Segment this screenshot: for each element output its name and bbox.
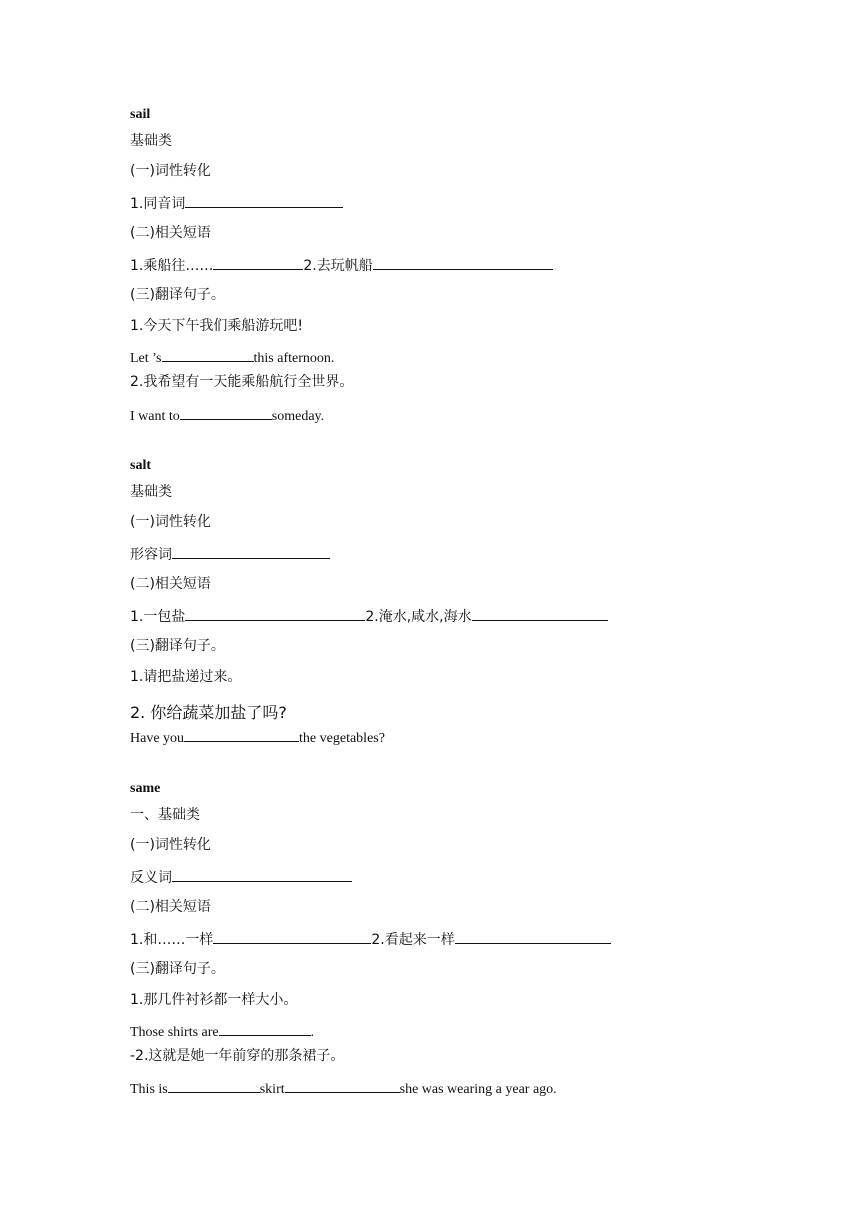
salt-q1-cn: 1.请把盐递过来。 [130,669,242,685]
same-q2-en [130,1078,557,1099]
salt-adjective-blank[interactable] [172,544,330,559]
sail-phrase2-label: 2.去玩帆船 [303,258,373,274]
sail-homophone-blank[interactable] [185,193,343,208]
sail-phrases-line [130,255,553,275]
salt-q2-en-end: the vegetables? [299,731,385,746]
same-title: same [130,781,161,796]
sail-q1-en-end: this afternoon. [253,351,335,366]
same-phrase1-blank[interactable] [213,929,371,944]
salt-q2-en-start: Have you [130,731,185,746]
salt-part2-heading: (二)相关短语 [130,576,211,592]
same-antonym-label: 反义词 [130,870,172,886]
salt-q2-en [130,727,385,748]
same-q1-en-end: . [310,1025,315,1040]
sail-title: sail [130,107,151,122]
sail-q1-cn: 1.今天下午我们乘船游玩吧! [130,318,303,334]
same-part1-heading: (一)词性转化 [130,837,211,853]
same-q2-en-start: This is [130,1082,168,1097]
sail-phrase1-label: 1.乘船往…… [130,258,214,274]
sail-q1-en-start: Let ’s [130,351,162,366]
salt-q2-cn: 2. 你给蔬菜加盐了吗? [130,703,287,722]
sail-part1-heading: (一)词性转化 [130,163,211,179]
salt-phrases-line [130,606,608,626]
same-q1-cn: 1.那几件衬衫都一样大小。 [130,992,298,1008]
salt-part1-heading: (一)词性转化 [130,514,211,530]
same-q1-en-start: Those shirts are [130,1025,219,1040]
sail-q2-cn: 2.我希望有一天能乘船航行全世界。 [130,374,354,390]
salt-adjective-label: 形容词 [130,547,172,563]
sail-q1-blank[interactable] [162,347,254,362]
same-q1-blank[interactable] [219,1021,311,1036]
same-phrase1-label: 1.和……一样 [130,932,214,948]
sail-q1-en [130,347,334,368]
sail-q2-en [130,405,324,426]
same-phrases-line [130,929,611,949]
same-q2-blank1[interactable] [168,1078,260,1093]
sail-homophone-label: 1.同音词 [130,196,186,212]
sail-category: 基础类 [130,133,172,149]
sail-phrase2-blank[interactable] [373,255,553,270]
same-phrase2-label: 2.看起来一样 [371,932,455,948]
same-q2-cn: -2.这就是她一年前穿的那条裙子。 [130,1048,345,1064]
sail-part3-heading: (三)翻译句子。 [130,287,225,303]
same-q2-en-mid: skirt [259,1082,285,1097]
same-part3-heading: (三)翻译句子。 [130,961,225,977]
same-part2-heading: (二)相关短语 [130,899,211,915]
sail-part2-heading: (二)相关短语 [130,225,211,241]
same-q1-en [130,1021,314,1042]
salt-title: salt [130,458,151,473]
sail-q2-en-start: I want to [130,409,180,424]
salt-part1-item1 [130,544,330,564]
salt-part3-heading: (三)翻译句子。 [130,638,225,654]
sail-phrase1-blank[interactable] [213,255,303,270]
sail-q2-en-end: someday. [271,409,325,424]
same-q2-blank2[interactable] [285,1078,400,1093]
salt-phrase1-blank[interactable] [185,606,365,621]
sail-q2-blank[interactable] [180,405,272,420]
salt-phrase1-label: 1.一包盐 [130,609,186,625]
sail-part1-item1 [130,193,343,213]
same-part1-item1 [130,867,352,887]
salt-q2-blank[interactable] [184,727,299,742]
same-antonym-blank[interactable] [172,867,352,882]
salt-category: 基础类 [130,484,172,500]
same-category: 一、基础类 [130,807,200,823]
same-phrase2-blank[interactable] [455,929,611,944]
salt-phrase2-blank[interactable] [472,606,608,621]
same-q2-en-end: she was wearing a year ago. [399,1082,557,1097]
salt-phrase2-label: 2.淹水,咸水,海水 [365,609,472,625]
